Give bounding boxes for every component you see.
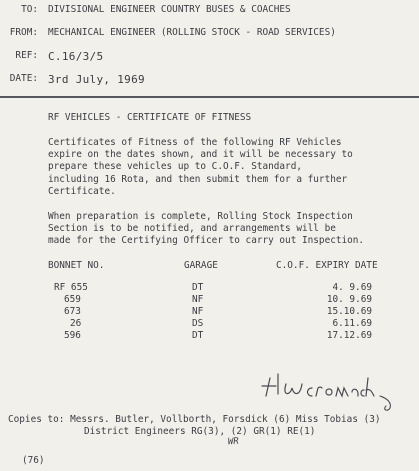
memo-header <box>0 0 419 96</box>
header-divider <box>0 96 419 98</box>
paragraph-1 <box>48 137 353 198</box>
table-row <box>48 330 408 342</box>
header-bonnet-no: BONNET NO. <box>48 260 105 271</box>
copies-label: Copies to: <box>8 414 65 425</box>
footer-number: (76) <box>22 455 45 466</box>
ref-value: C.16/3/5 <box>48 50 104 63</box>
date-label: DATE: <box>9 73 38 84</box>
bonnet-no-cell: 673 <box>64 306 81 317</box>
paragraph-1-line: Certificates of Fitness of the following RF Vehicles <box>48 137 342 148</box>
handwritten-signature <box>256 366 406 416</box>
from-value: MECHANICAL ENGINEER (ROLLING STOCK - ROAD SERVICES) <box>48 27 336 38</box>
garage-cell: DT <box>192 282 204 293</box>
bonnet-no-cell: 26 <box>70 318 82 329</box>
bonnet-no-cell: RF 655 <box>54 282 88 293</box>
table-row <box>48 318 408 330</box>
garage-cell: NF <box>192 294 204 305</box>
paragraph-2-line: When preparation is complete, Rolling Stock Inspection <box>48 211 353 222</box>
expiry-date-cell: 4. 9.69 <box>332 282 372 293</box>
bonnet-no-cell: 596 <box>64 330 81 341</box>
to-value: DIVISIONAL ENGINEER COUNTRY BUSES & COACHES <box>48 4 291 15</box>
copies-recipients-2: District Engineers RG(3), (2) GR(1) RE(1) <box>84 426 316 437</box>
header-expiry-date: C.O.F. EXPIRY DATE <box>276 260 378 271</box>
ref-label: REF: <box>15 50 38 61</box>
expiry-date-cell: 15.10.69 <box>326 306 372 317</box>
paragraph-2-line: made for the Certifying Officer to carry out Inspection. <box>48 235 365 247</box>
expiry-date-cell: 10. 9.69 <box>326 294 372 305</box>
garage-cell: NF <box>192 306 204 317</box>
table-row <box>48 282 408 294</box>
paragraph-1-line: expire on the dates shown, and it will be necessary to <box>48 149 353 161</box>
subject-line: RF VEHICLES - CERTIFICATE OF FITNESS <box>48 112 252 123</box>
copies-line-2 <box>8 426 381 438</box>
expiry-date-cell: 17.12.69 <box>326 330 372 341</box>
to-label: TO: <box>21 4 38 15</box>
from-label: FROM: <box>9 27 38 38</box>
paragraph-1-line: Certificate. <box>48 185 116 197</box>
table-row <box>48 306 408 318</box>
handwritten-annotation: WR <box>227 436 240 448</box>
date-value: 3rd July, 1969 <box>48 73 145 86</box>
paragraph-2 <box>48 211 364 248</box>
header-garage: GARAGE <box>184 260 218 271</box>
copies-section <box>8 414 381 438</box>
expiry-date-cell: 6.11.69 <box>332 318 372 329</box>
paragraph-1-line: prepare these vehicles up to C.O.F. Standard, <box>48 161 302 173</box>
bonnet-no-cell: 659 <box>64 294 81 305</box>
garage-cell: DS <box>192 318 204 329</box>
table-row <box>48 294 408 306</box>
paragraph-2-line: Section is to be notified, and arrangements will be <box>48 223 336 235</box>
garage-cell: DT <box>192 330 204 341</box>
copies-line-1 <box>8 414 381 426</box>
copies-recipients-1: Messrs. Butler, Vollborth, Forsdick (6) Miss Tobias (3) <box>70 414 381 425</box>
paragraph-1-line: including 16 Rota, and then submit them for a further <box>48 173 348 185</box>
